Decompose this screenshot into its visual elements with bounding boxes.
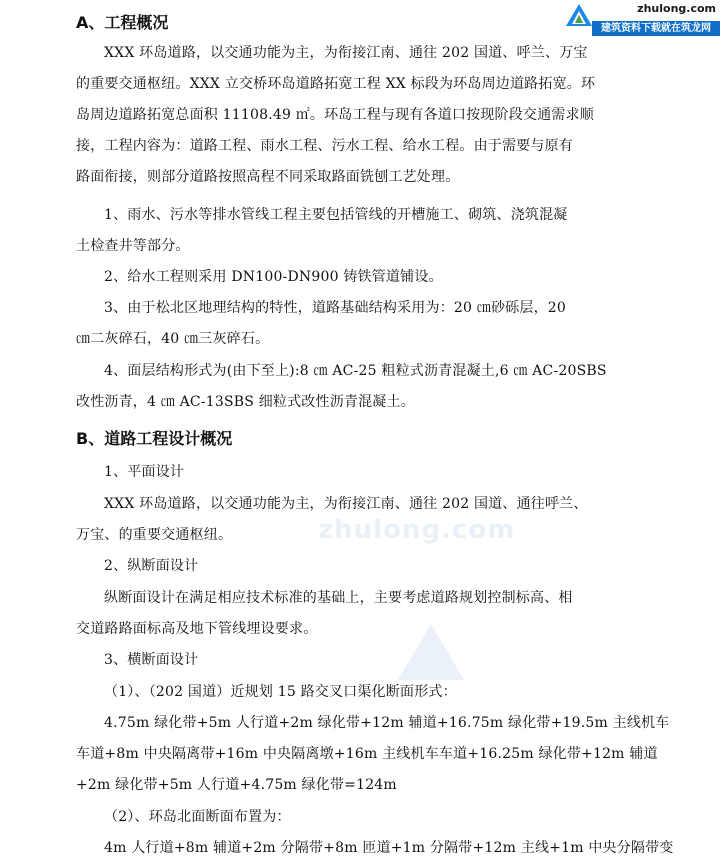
section-a-line: 3、由于松北区地理结构的特性，道路基础结构采用为：20 ㎝砂砾层，20: [104, 300, 566, 316]
watermark-text: zhulong.com: [318, 515, 516, 545]
section-a-line: 改性沥青，4 ㎝ AC-13SBS 细粒式改性沥青混凝土。: [76, 394, 415, 410]
section-b-line: 3、横断面设计: [104, 652, 199, 668]
section-b-line: XXX 环岛道路，以交通功能为主，为衔接江南、通往 202 国道、通往呼兰、: [104, 496, 588, 512]
section-a-line: 1、雨水、污水等排水管线工程主要包括管线的开槽施工、砌筑、浇筑混凝: [104, 207, 568, 223]
logo-site-name: zhulong.com: [637, 2, 716, 15]
section-b-line: 万宝、的重要交通枢纽。: [76, 527, 233, 543]
section-a-line: XXX 环岛道路，以交通功能为主，为衔接江南、通往 202 国道、呼兰、万宝: [104, 45, 588, 61]
section-b-line: 4m 人行道+8m 辅道+2m 分隔带+8m 匝道+1m 分隔带+12m 主线+1m 中央分隔带变: [104, 840, 674, 856]
section-a-line: 路面衔接，则部分道路按照高程不同采取路面铣刨工艺处理。: [76, 169, 460, 185]
watermark-logo-icon: [396, 622, 466, 682]
section-a-line: 2、给水工程则采用 DN100-DN900 铸铁管道铺设。: [104, 269, 443, 285]
section-a-line: 接，工程内容为：道路工程、雨水工程、污水工程、给水工程。由于需要与原有: [76, 138, 573, 154]
section-a-line: 4、面层结构形式为(由下至上):8 ㎝ AC-25 粗粒式沥青混凝土,6 ㎝ AC-20SBS: [104, 363, 607, 379]
section-a-line: 土检查井等部分。: [76, 238, 190, 254]
logo-tagline: 建筑资料下载就在筑龙网: [592, 21, 720, 36]
section-a-line: 岛周边道路拓宽总面积 11108.49 ㎡。环岛工程与现有各道口按现阶段交通需求顺: [76, 107, 594, 123]
section-a-line: ㎝二灰碎石，40 ㎝三灰碎石。: [76, 331, 270, 347]
section-b-line: 交道路路面标高及地下管线埋设要求。: [76, 621, 318, 637]
section-b-line: 1、平面设计: [104, 464, 185, 480]
section-b-line: 4.75m 绿化带+5m 人行道+2m 绿化带+12m 辅道+16.75m 绿化带+19.5m 主线机车: [104, 715, 670, 731]
section-b-line: +2m 绿化带+5m 人行道+4.75m 绿化带=124m: [76, 777, 397, 793]
section-b-line: 纵断面设计在满足相应技术标准的基础上，主要考虑道路规划控制标高、相: [104, 590, 573, 606]
section-b-line: （1）、（202 国道）近规划 15 路交叉口渠化断面形式：: [104, 684, 457, 700]
section-b-line: 车道+8m 中央隔离带+16m 中央隔离墩+16m 主线机车车道+16.25m 绿化带+12m 辅道: [76, 746, 658, 762]
section-b-line: 2、纵断面设计: [104, 558, 199, 574]
zhulong-logo: [562, 2, 720, 36]
zhulong-mark-icon: [564, 2, 594, 28]
section-b-heading: B、道路工程设计概况: [76, 429, 233, 448]
section-b-line: （2）、环岛北面断面布置为：: [104, 809, 291, 825]
section-a-line: 的重要交通枢纽。XXX 立交桥环岛道路拓宽工程 XX 标段为环岛周边道路拓宽。环: [76, 76, 596, 92]
section-a-heading: A、工程概况: [76, 13, 169, 32]
